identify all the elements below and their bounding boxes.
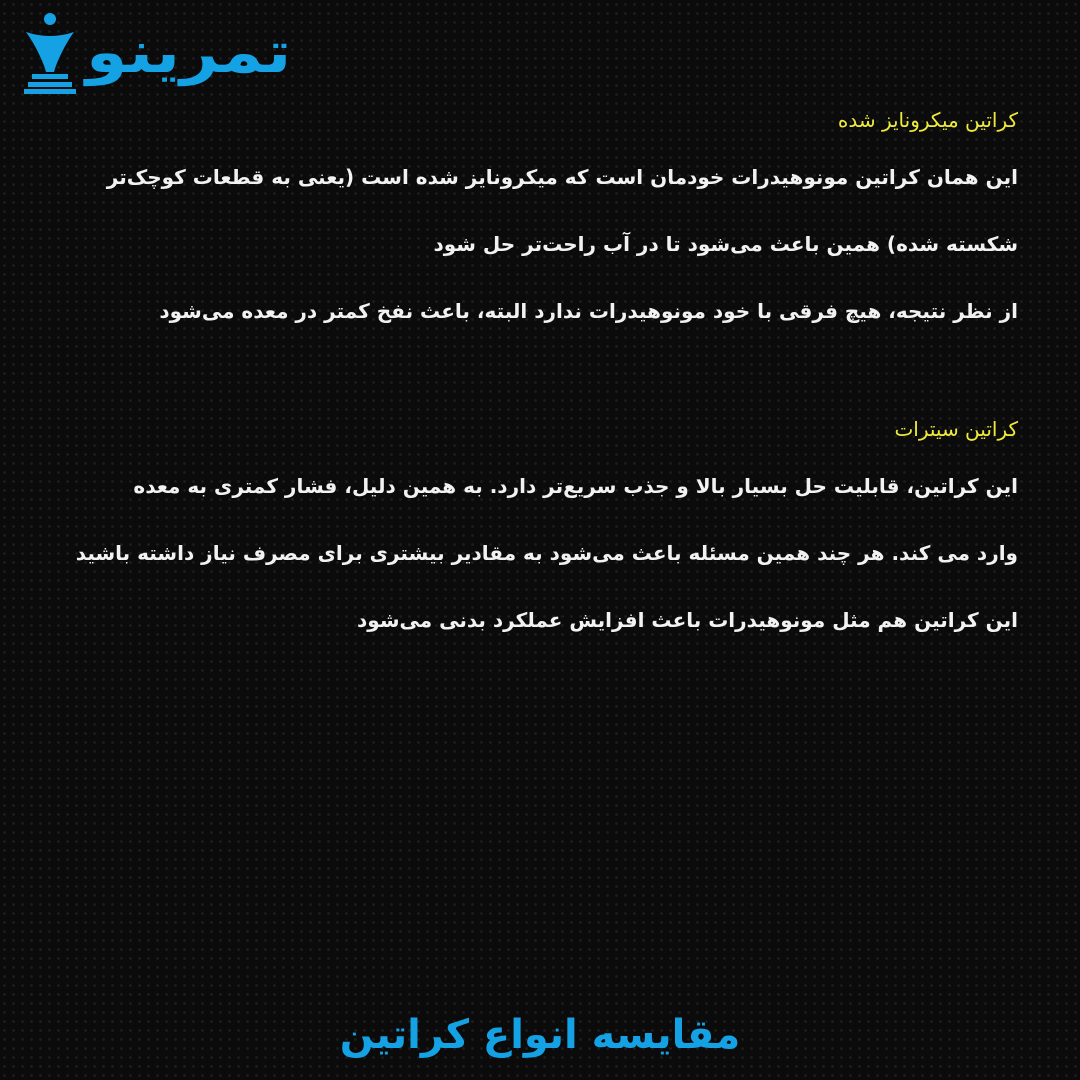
- paragraph-line: وارد می کند. هر چند همین مسئله باعث می‌شود به مقادیر بیشتری برای مصرف نیاز داشته باشید: [75, 541, 1018, 565]
- section-title: کراتین میکرونایز شده: [837, 108, 1018, 132]
- paragraph-line: این همان کراتین مونوهیدرات خودمان است که میکرونایز شده است (یعنی به قطعات کوچک‌تر: [106, 165, 1018, 189]
- paragraph-line: این کراتین هم مثل مونوهیدرات باعث افزایش عملکرد بدنی می‌شود: [357, 608, 1018, 632]
- paragraph-line: شکسته شده) همین باعث می‌شود تا در آب راحت‌تر حل شود: [433, 232, 1018, 256]
- section-spacer: [60, 345, 1018, 405]
- paragraph-line: این کراتین، قابلیت حل بسیار بالا و جذب سریع‌تر دارد. به همین دلیل، فشار کمتری به معده: [133, 474, 1018, 498]
- section-citrate: [60, 405, 1018, 654]
- article-content: [60, 96, 1018, 654]
- section-micronized: [60, 96, 1018, 345]
- brand-logo: [18, 10, 292, 94]
- brand-logo-text: تمرینو: [86, 18, 292, 86]
- section-title: کراتین سیترات: [894, 417, 1018, 441]
- trophy-icon: [18, 10, 82, 94]
- footer-title: مقایسه انواع کراتین: [339, 1012, 741, 1058]
- paragraph-line: از نظر نتیجه، هیچ فرقی با خود مونوهیدرات ندارد البته، باعث نفخ کمتر در معده می‌شود: [159, 299, 1018, 323]
